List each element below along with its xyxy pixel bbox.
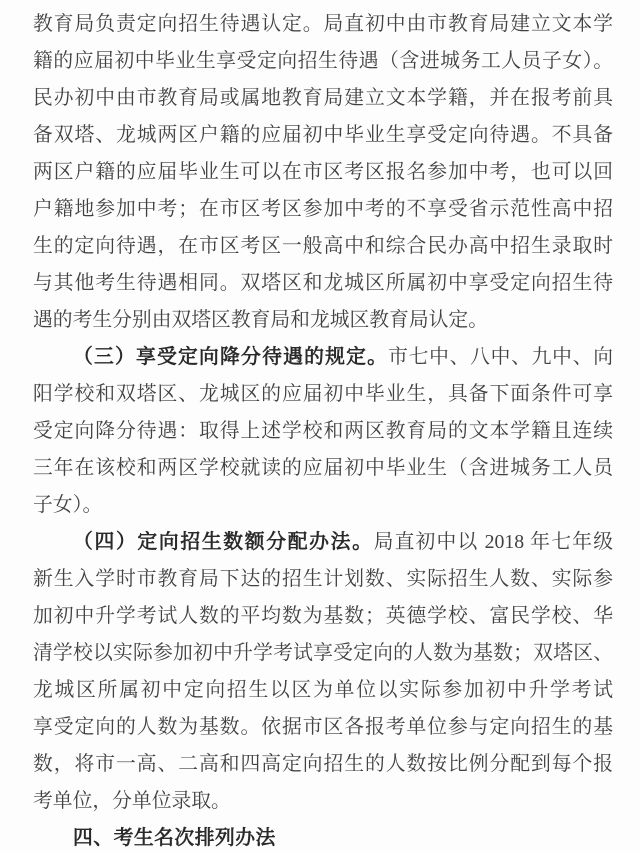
text-run: 与其他考生待遇相同。双塔区和龙城区所属初中享受定向招生待 bbox=[33, 272, 613, 294]
text-line bbox=[33, 746, 613, 783]
text-line bbox=[33, 154, 613, 191]
text-run: 三年在该校和两区学校就读的应届初中毕业生（含进城务工人员 bbox=[33, 457, 613, 479]
text-line bbox=[33, 117, 613, 154]
text-line bbox=[33, 6, 613, 43]
bold-heading-run: 四、考生名次排列办法 bbox=[73, 827, 276, 849]
text-line bbox=[33, 228, 613, 265]
paragraph-heading-line bbox=[33, 339, 613, 376]
text-line bbox=[33, 413, 613, 450]
text-run: 教育局负责定向招生待遇认定。局直初中由市教育局建立文本学 bbox=[33, 13, 613, 35]
text-run: 两区户籍的应届毕业生可以在市区考区报名参加中考，也可以回 bbox=[33, 161, 613, 183]
text-run: 受定向降分待遇：取得上述学校和两区教育局的文本学籍且连续 bbox=[33, 420, 613, 442]
text-run: 局直初中以 2018 年七年级 bbox=[373, 531, 613, 553]
text-line bbox=[33, 487, 613, 524]
text-line bbox=[33, 561, 613, 598]
text-run: 龙城区所属初中定向招生以区为单位以实际参加初中升学考试 bbox=[33, 679, 613, 701]
text-line bbox=[33, 635, 613, 672]
text-line bbox=[33, 598, 613, 635]
text-line bbox=[33, 376, 613, 413]
text-run: 享受定向的人数为基数。依据市区各报考单位参与定向招生的基 bbox=[33, 716, 613, 738]
text-line bbox=[33, 783, 613, 820]
text-run: 市七中、八中、九中、向 bbox=[388, 346, 613, 368]
text-line bbox=[33, 191, 613, 228]
text-run: 民办初中由市教育局或属地教育局建立文本学籍，并在报考前具 bbox=[33, 87, 613, 109]
text-run: 籍的应届初中毕业生享受定向招生待遇（含进城务工人员子女）。 bbox=[33, 50, 613, 72]
text-line bbox=[33, 672, 613, 709]
bold-heading-run: （三）享受定向降分待遇的规定。 bbox=[73, 346, 389, 368]
text-run: 生的定向待遇，在市区考区一般高中和综合民办高中招生录取时 bbox=[33, 235, 613, 257]
text-line bbox=[33, 709, 613, 746]
text-run: 子女）。 bbox=[33, 494, 103, 516]
text-line bbox=[33, 265, 613, 302]
text-run: 考单位，分单位录取。 bbox=[33, 790, 231, 812]
text-run: 数，将市一高、二高和四高定向招生的人数按比例分配到每个报 bbox=[33, 753, 613, 775]
text-run: 加初中升学考试人数的平均数为基数；英德学校、富民学校、华 bbox=[33, 605, 613, 627]
bold-heading-run: （四）定向招生数额分配办法。 bbox=[73, 531, 374, 553]
paragraph-heading-line bbox=[33, 524, 613, 561]
text-run: 户籍地参加中考；在市区考区参加中考的不享受省示范性高中招 bbox=[33, 198, 613, 220]
text-line bbox=[33, 450, 613, 487]
text-line bbox=[33, 80, 613, 117]
text-run: 备双塔、龙城两区户籍的应届初中毕业生享受定向待遇。不具备 bbox=[33, 124, 613, 146]
text-line bbox=[33, 43, 613, 80]
text-run: 阳学校和双塔区、龙城区的应届初中毕业生，具备下面条件可享 bbox=[33, 383, 613, 405]
text-run: 新生入学时市教育局下达的招生计划数、实际招生人数、实际参 bbox=[33, 568, 613, 590]
text-run: 遇的考生分别由双塔区教育局和龙城区教育局认定。 bbox=[33, 309, 488, 331]
text-line bbox=[33, 302, 613, 339]
text-run: 清学校以实际参加初中升学考试享受定向的人数为基数；双塔区、 bbox=[33, 642, 613, 664]
paragraph-heading-line bbox=[33, 820, 613, 853]
